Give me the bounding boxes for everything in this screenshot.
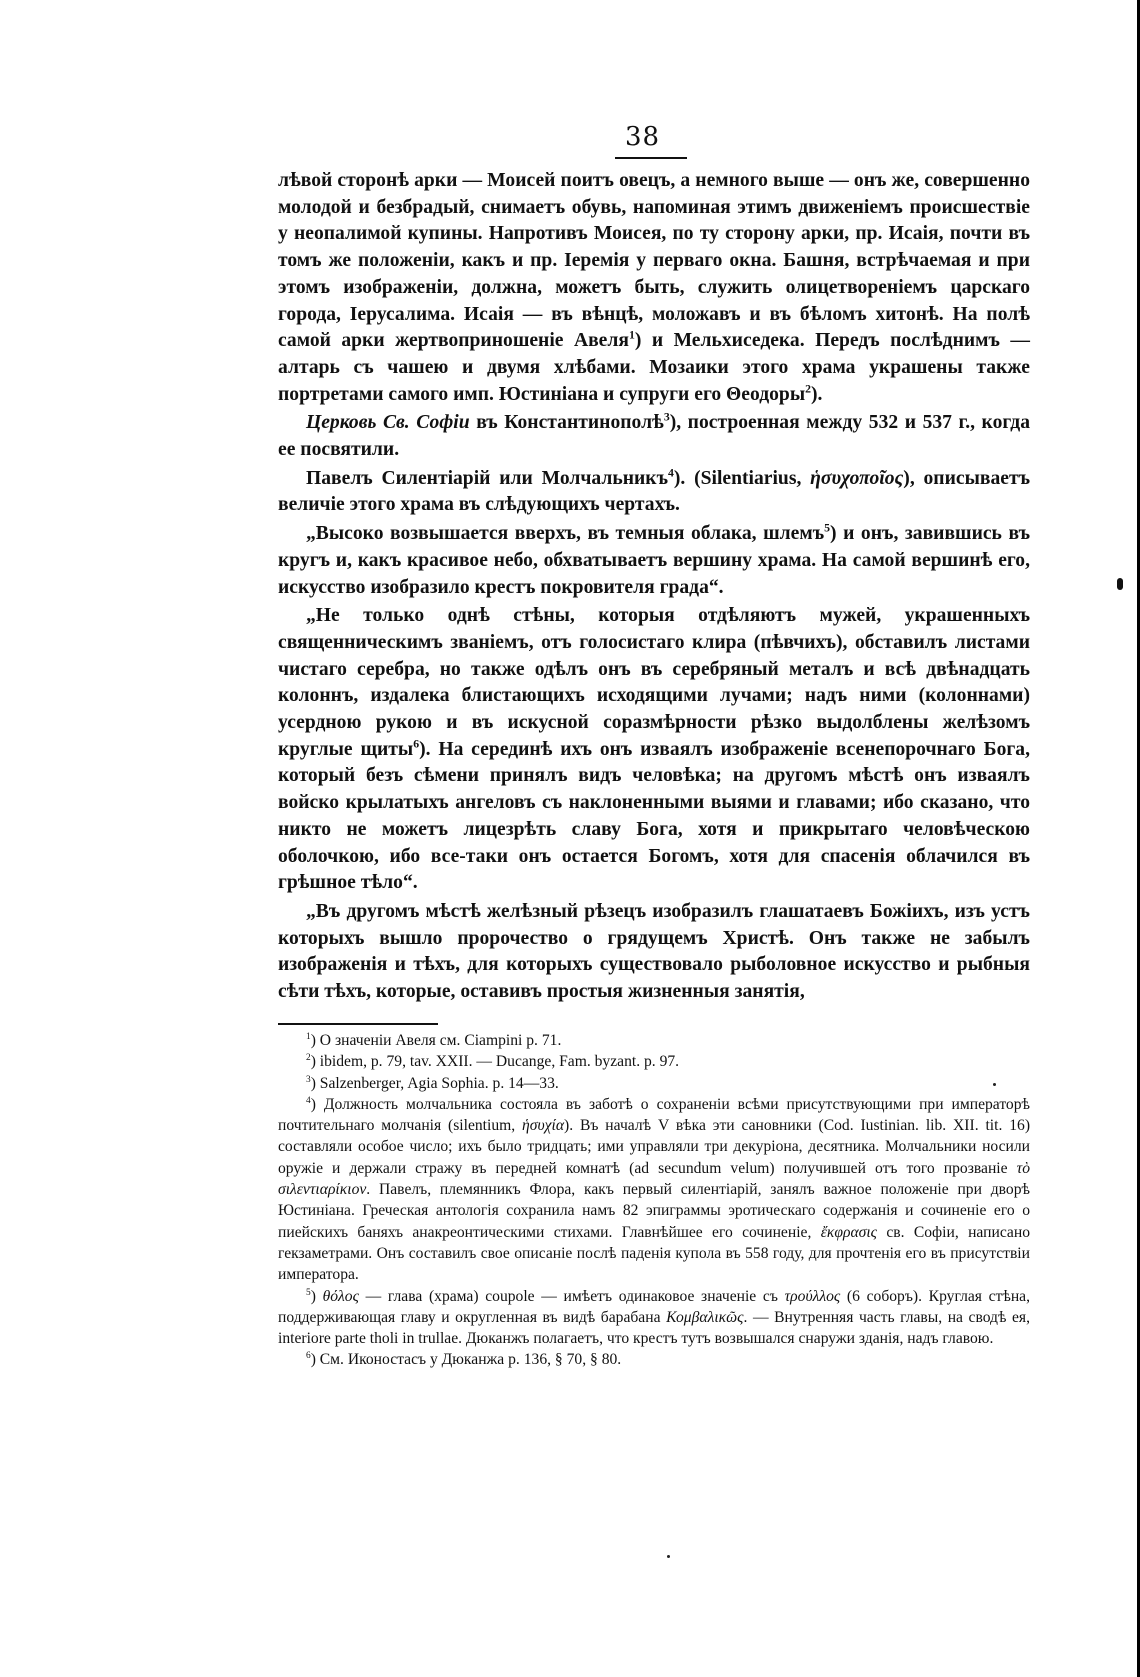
margin-ink-mark <box>1117 578 1123 590</box>
footnote-ref: 3 <box>663 410 670 424</box>
footnote: $^3$) Salzenberger, Agia Sophia. p. 14—33. <box>306 1074 559 1092</box>
footnote-ref: 2 <box>805 382 811 396</box>
scan-speck <box>667 1555 670 1558</box>
footnote-ref: 5 <box>824 521 830 535</box>
page-number-underline <box>615 157 687 159</box>
paragraph: „Высоко возвышается вверхъ, въ темныя облака, шлемъ$^5$) и онъ, завившись въ кругъ и, какъ красивое небо, обхватываетъ вершину храма. На самой вершинѣ его, искусство изобразило крестъ покровителя града“. <box>278 521 1030 598</box>
footnote: $^5$) θόλος — глава (храма) coupole — имѣетъ одинаковое значеніе съ τρούλλος (6 соборъ). Круглая стѣна, поддерживающая главу и округленная въ видѣ барабана Κομβαλικῶς. — Внутренняя часть главы, на сводѣ ея, interiore parte tholi in trullae. Дюканжъ полагаетъ, что крестъ тутъ возвышался снаружи зданія, надъ главою. <box>278 1287 1031 1348</box>
page-number: 38 <box>625 122 661 152</box>
footnote: $^1$) О значеніи Авеля см. Ciampini p. 71. <box>306 1031 562 1049</box>
scan-speck <box>993 1083 996 1086</box>
footnote: $^4$) Должность молчальника состояла въ заботѣ о сохраненіи всѣми присутствующими при императорѣ почтительнаго молчанія (silentium, ἡσυχία). Въ началѣ V вѣка эти сановники (Cod. Iustinian. lib. XII. tit. 16) составляли особое число; ихъ было тридцать; ими управляли три декуріона, десятника. Молчальники носили оружіе и держали стражу въ передней комнатѣ (ad secundum velum) получившей отъ того прозваніе τὸ σιλεντιαρίκιον. Павелъ, племянникъ Флора, какъ первый силентіарій, занялъ важное положеніе при дворѣ Юстиніана. Греческая антологія сохранила намъ 82 эпиграммы эротическаго содержанія и сочиненіе его о пиейскихъ баняхъ анакреонтическими стихами. Главнѣйшее его сочиненіе, ἔκφρασις св. Софіи, написано гекзаметрами. Онъ составилъ свое описаніе послѣ паденія купола въ 558 году, для прочтенія его въ присутствіи императора. <box>278 1095 1031 1284</box>
footnote: $^2$) ibidem, p. 79, tav. XXII. — Ducange, Fam. byzant. p. 97. <box>306 1053 680 1071</box>
footnote-ref: 6 <box>413 737 420 751</box>
paragraph: „Въ другомъ мѣстѣ желѣзный рѣзецъ изобразилъ глашатаевъ Божіихъ, изъ устъ которыхъ вышло пророчество о грядущемъ Христѣ. Онъ также не забылъ изображенія и тѣхъ, для которыхъ существовало рыболовное искусство и рыбныя сѣти тѣхъ, которые, оставивъ простыя жизненныя занятія, <box>278 900 1030 1003</box>
paragraph: „Не только однѣ стѣны, которыя отдѣляютъ мужей, украшенныхъ священническимъ званіемъ, отъ голосистаго клира (пѣвчихъ), обставилъ листами чистаго серебра, но также одѣлъ онъ въ серебряный металъ и всѣ двѣнадцать колоннъ, издалека блистающихъ исходящими лучами; надъ ними (колоннами) усердною рукою и въ искусной соразмѣрности рѣзко выдолблены желѣзомъ круглые щиты$^6$). На серединѣ ихъ онъ изваялъ изображеніе всенепорочнаго Бога, который безъ сѣмени принялъ видъ человѣка; на другомъ мѣстѣ онъ изваялъ войско крылатыхъ ангеловъ съ наклоненными выями и главами; ибо сказано, что никто не можетъ лицезрѣть славу Бога, хотя и прикрытаго человѣческою оболочкою, ибо все-таки онъ остается Богомъ, хотя для спасенія облачился въ грѣшное тѣло“. <box>278 605 1030 894</box>
paragraph: Церковь Св. Софіи въ Константинополѣ$^3$), построенная между 532 и 537 г., когда ее посвятили. <box>278 410 1031 461</box>
main-text <box>278 168 1030 1006</box>
paragraph: Павелъ Силентіарій или Молчальникъ$^4$). (Silentiarius, ἡσυχοποῖος), описываетъ величіе этого храма въ слѣдующихъ чертахъ. <box>278 466 1031 516</box>
footnote: $^6$) См. Иконостасъ у Дюканжа p. 136, § 70, § 80. <box>306 1351 622 1369</box>
paragraph: лѣвой сторонѣ арки — Моисей поитъ овецъ, а немного выше — онъ же, совершенно молодой и безбрадый, снимаетъ обувь, напоминая этимъ движеніемъ происшествіе у неопалимой купины. Напротивъ Моисея, по ту сторону арки, пр. Исаія, почти въ томъ же положеніи, какъ и пр. Іеремія у перваго окна. Башня, встрѣчаемая и при этомъ изображеніи, должна, можетъ быть, служить олицетвореніемъ царскаго города, Іерусалима. Исаія — въ вѣнцѣ, моложавъ и въ бѣломъ хитонѣ. На полѣ самой арки жертвоприношеніе Авеля$^1$) и Мельхиседека. Передъ послѣднимъ — алтарь съ чашею и двумя хлѣбами. Мозаики этого храма украшены также портретами самого имп. Юстиніана и супруги его Θеодоры$^2$). <box>278 170 1030 405</box>
footnote-ref: 1 <box>628 328 635 342</box>
footnote-ref: 4 <box>668 466 674 480</box>
footnote-divider <box>278 1023 438 1025</box>
italic-heading: Церковь Св. Софіи <box>306 412 470 434</box>
footnotes <box>278 1030 1030 1371</box>
